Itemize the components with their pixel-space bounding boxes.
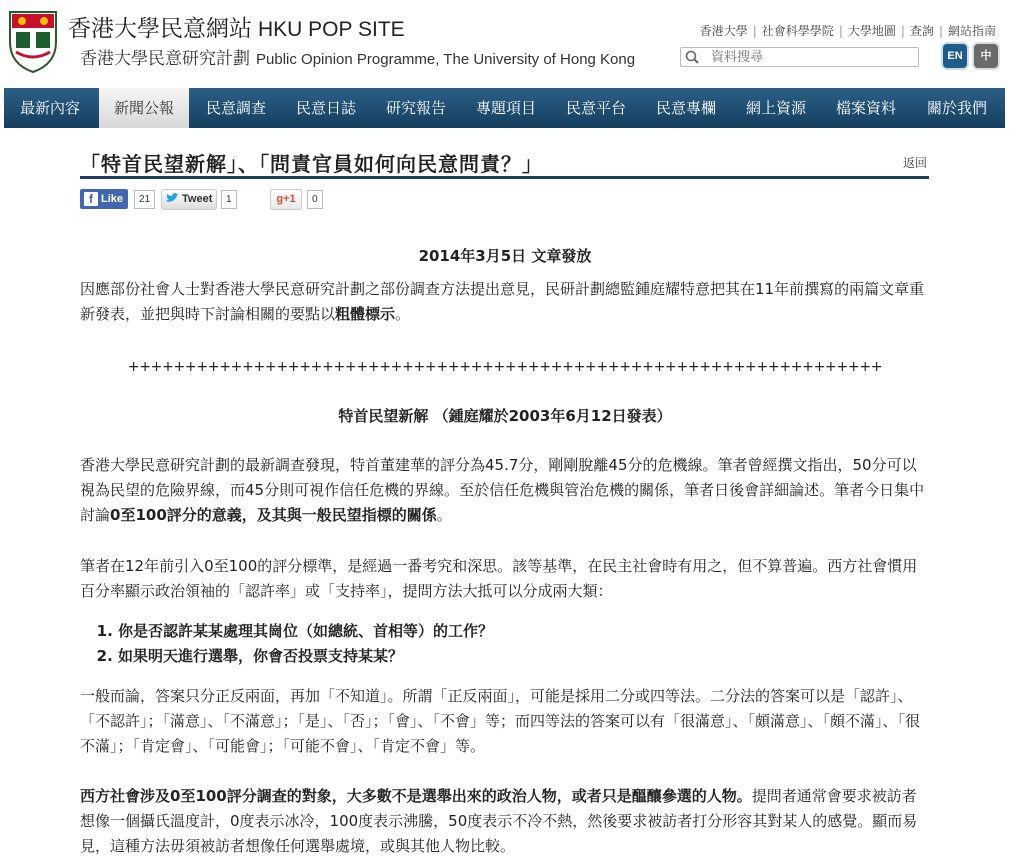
intro-bold: 粗體標示 — [335, 305, 396, 323]
toplink-enquiry[interactable]: 查詢 — [909, 24, 934, 38]
nav-item-press-release[interactable]: 新聞公報 — [99, 88, 189, 128]
hku-crest-logo[interactable] — [6, 8, 60, 74]
article-subtitle: 特首民望新解 （鍾庭耀於2003年6月12日發表） — [338, 407, 672, 425]
article-intro — [80, 277, 930, 327]
site-title-en: HKU POP SITE — [258, 18, 405, 41]
back-link[interactable]: 返回 — [902, 156, 927, 170]
list-item: 2. 如果明天進行選舉，你會否投票支持某某？ — [118, 644, 930, 669]
search-box[interactable] — [680, 47, 919, 67]
article-paragraph-2: 筆者在12年前引入0至100的評分標準，是經過一番考究和深思。該等基準，在民主社會時有用之，但不算普遍。西方社會慣用百分率顯示政治領袖的「認許率」或「支持率」，提問方法大抵可以分成兩大類： — [80, 557, 918, 600]
site-title[interactable] — [68, 10, 405, 43]
page-header — [80, 148, 929, 179]
site-subtitle-en: Public Opinion Programme, The University of Hong Kong — [256, 51, 636, 68]
search-icon[interactable] — [684, 50, 702, 64]
nav-item-platform[interactable]: 民意平台 — [565, 99, 626, 117]
nav-item-resources[interactable]: 網上資源 — [745, 99, 806, 117]
site-subtitle-zh: 香港大學民意研究計劃 — [80, 49, 250, 69]
article-paragraph-4 — [80, 784, 930, 859]
p4-bold: 西方社會涉及0至100評分調查的對象，大多數不是選舉出來的政治人物，或者只是醞釀參選的人物。 — [80, 787, 752, 805]
page-title: 「特首民望新解」、「問責官員如何向民意問責？」 — [80, 152, 543, 176]
lang-zh-button[interactable]: 中 — [974, 44, 998, 68]
p1-text: 香港大學民意研究計劃的最新調查發現，特首董建華的評分為45.7分，剛剛脫離45分的危機線。筆者曾經撰文指出，50分可以視為民望的危險界線，而45分則可視作信任危機的界線。至於信任危機與管治危機的關係，筆者日後會詳細論述。筆者今日集中討論 — [80, 456, 925, 524]
question-list — [80, 619, 930, 669]
p1-bold: 0至100評分的意義，及其與一般民望指標的關係 — [110, 506, 437, 524]
intro-text: 因應部份社會人士對香港大學民意研究計劃之部份調查方法提出意見，民研計劃總監鍾庭耀特意把其在11年前撰寫的兩篇文章重新發表，並把與時下討論相關的要點以 — [80, 280, 925, 323]
article-paragraph-3: 一般而論，答案只分正反兩面，再加「不知道」。所謂「正反兩面」，可能是採用二分或四等法。二分法的答案可以是「認許」、「不認許」；「滿意」、「不滿意」；「是」、「否」；「會」、「不會」等；而四等法的答案可以有「很滿意」、「頗滿意」、「頗不滿」、「很不滿」；「肯定會」、「可能會」；「可能不會」、「肯定不會」等。 — [80, 687, 921, 755]
p4-text: 提問者通常會要求被訪者想像一個攝氏溫度計，0度表示冰冷，100度表示沸騰，50度表示不冷不熱，然後要求被訪者打分形容其對某人的感覺。顯而易見，這種方法毋須被訪者想像任何選舉處境，或與其他人物比較。 — [80, 787, 918, 855]
article-paragraph-1 — [80, 453, 930, 528]
toplink-sitemap[interactable]: 網站指南 — [947, 24, 996, 38]
gplus-button[interactable]: g+1 — [270, 189, 302, 210]
article-date-line: 2014年3月5日 文章發放 — [418, 247, 592, 265]
toplink-hku[interactable]: 香港大學 — [699, 24, 748, 38]
gplus-count: 0 — [307, 190, 323, 209]
list-item: 1. 你是否認許某某處理其崗位（如總統、首相等）的工作？ — [118, 619, 930, 644]
site-header — [0, 0, 1016, 86]
nav-item-archives[interactable]: 檔案資料 — [835, 99, 896, 117]
facebook-like-button[interactable] — [80, 189, 128, 209]
main-nav — [4, 88, 1005, 128]
toplink-campus-map[interactable]: 大學地圖 — [847, 24, 896, 38]
search-input[interactable] — [711, 49, 911, 65]
nav-item-about[interactable]: 關於我們 — [926, 99, 987, 117]
lang-en-button[interactable]: EN — [943, 44, 967, 68]
toplink-social-sciences[interactable]: 社會科學學院 — [761, 24, 834, 38]
site-title-zh: 香港大學民意網站 — [68, 16, 252, 42]
nav-item-reports[interactable]: 研究報告 — [385, 99, 446, 117]
intro-end: 。 — [395, 305, 411, 323]
site-subtitle — [80, 44, 635, 69]
facebook-like-label: Like — [101, 193, 124, 205]
tweet-button[interactable] — [161, 189, 217, 210]
twitter-bird-icon — [166, 193, 179, 203]
facebook-like-count: 21 — [134, 190, 155, 209]
separator-line: ++++++++++++++++++++++++++++++++++++++++++++++++++++++++++++++++++ — [127, 359, 883, 375]
nav-item-latest[interactable]: 最新內容 — [19, 99, 80, 117]
nav-item-opinion-daily[interactable]: 民意日誌 — [295, 99, 356, 117]
nav-item-columns[interactable]: 民意專欄 — [655, 99, 716, 117]
p1-end: 。 — [436, 506, 452, 524]
nav-item-projects[interactable]: 專題項目 — [475, 99, 536, 117]
tweet-count: 1 — [221, 190, 237, 209]
tweet-label: Tweet — [182, 193, 213, 205]
top-links: 香港大學 | 社會科學學院 | 大學地圖 | 查詢 | 網站指南 — [699, 24, 996, 38]
article-body — [80, 244, 930, 859]
facebook-icon: f — [84, 192, 98, 206]
nav-item-opinion-polls[interactable]: 民意調查 — [205, 99, 266, 117]
